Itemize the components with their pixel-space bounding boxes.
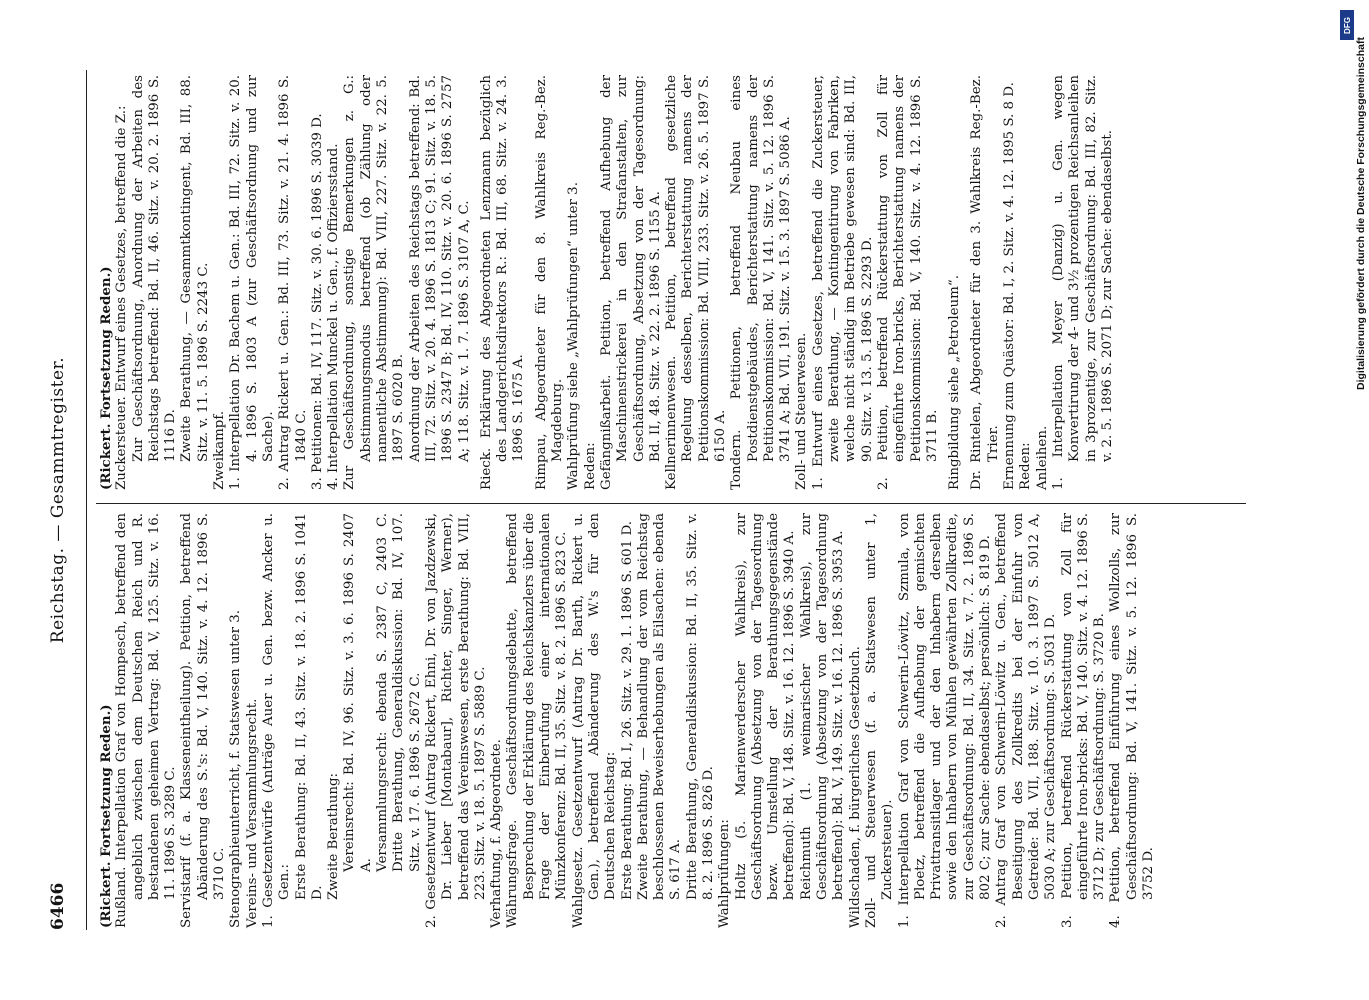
digitization-strip xyxy=(1339,10,1367,390)
index-entry: 1. Interpellation Graf von Schwerin-Löwitz, Szmula, von Ploetz, betreffend die Aufhebung der gemischten Privattransitlager und der den Inhabern derselben sowie den Inhabern von Mühlen gewährten Zollkredite, zur Geschäftsordnung: Bd. II, 34. Sitz. v. 7. 2. 1896 S. 802 C; zur Sache: ebendaselbst; persönlich: S. 819 D. xyxy=(896,513,994,928)
index-entry: Zur Geschäftsordnung, Anordnung der Arbeiten des Reichstags betreffend: Bd. II, 46. Sitz. v. 20. 2. 1896 S. 1116 D. xyxy=(130,75,179,462)
index-entry: Wahlprüfungen: xyxy=(717,819,733,928)
index-entry: Reden: xyxy=(582,442,598,490)
index-entry: Servistarif (f. a. Klasseneintheilung). Petition, betreffend Abänderung des S.'s: Bd. V, 140. Sitz. v. 4. 12. 1896 S. 3710 C. xyxy=(179,513,228,928)
index-entry: Zoll- und Steuerwesen. xyxy=(794,332,810,490)
index-entry: 2. Petition, betreffend Rückerstattung von Zoll für eingeführte Iron-bricks, Berichterstattung namens der Petitionskommission: Bd. V, 140. Sitz. v. 4. 12. 1896 S. 3711 B. xyxy=(875,75,940,490)
index-entry: 3. Petition, betreffend Rückerstattung von Zoll für eingeführte Iron-bricks: Bd. V, 140. Sitz. v. 4. 12. 1896 S. 3712 D; zur Geschäftsordnung: S. 3720 B. xyxy=(1059,513,1108,928)
index-entry: Rußland. Interpellation Graf von Hompesch, betreffend den angeblich zwischen dem Deutschen Reich und R. bestandenen geheimen Vertrag: Bd. V, 125. Sitz. v. 16. 11. 1896 S. 3289 C. xyxy=(114,513,179,928)
index-entry: Ernennung zum Quästor: Bd. I, 2. Sitz. v. 4. 12. 1895 S. 8 D. xyxy=(1002,82,1018,490)
index-entry: Ringbildung siehe „Petroleum“. xyxy=(947,275,963,490)
index-entry: 4. Interpellation Munckel u. Gen., f. Offiziersstand. xyxy=(326,143,342,490)
index-entry: 2. Antrag Graf von Schwerin-Löwitz u. Gen., betreffend Beseitigung des Zollkredits bei der Einfuhr von Getreide: Bd. VII, 188. Sitz. v. 10. 3. 1897 S. 5012 A, 5030 A; zur Geschäftsordnung: S. 5031 D. xyxy=(994,513,1059,928)
index-entry: Gefängnißarbeit. Petition, betreffend Aufhebung der Maschinenstrickerei in den Strafanstalten, zur Geschäftsordnung, Absetzung von der Tagesordnung: Bd. II, 48. Sitz. v. 22. 2. 1896 S. 1155 A. xyxy=(598,75,663,490)
column-divider xyxy=(96,503,1246,504)
index-entry: Vereinsrecht: Bd. IV, 96. Sitz. v. 3. 6. 1896 S. 2407 A. xyxy=(342,513,374,872)
header-rule xyxy=(86,70,87,930)
index-entry: Holtz (5. Marienwerderscher Wahlkreis), zur Geschäftsordnung (Absetzung von der Tagesordnung bezw. Umstellung der Berathungsgegenstände betreffend): Bd. V, 148. Sitz. v. 16. 12. 1896 S. 3940 A. xyxy=(733,513,798,900)
index-entry: Stenographieunterricht, f. Statswesen unter 3. xyxy=(228,609,244,928)
index-entry: Zur Geschäftsordnung, sonstige Bemerkungen z. G.: Abstimmungsmodus betreffend (ob Zählung oder namentliche Abstimmung): Bd. VIII, 227. Sitz. v. 22. 5. 1897 S. 6020 B. xyxy=(342,75,407,490)
index-entry: Dritte Berathung, Generaldiskussion: Bd. II, 35. Sitz. v. 8. 2. 1896 S. 826 D. xyxy=(684,513,716,900)
index-entry: Rieck. Erklärung des Abgeordneten Lenzmann bezüglich des Landgerichtsdirektors R.: Bd. III, 68. Sitz. v. 24. 3. 1896 S. 1675 A. xyxy=(478,75,527,490)
left-column xyxy=(98,513,1157,928)
dfg-logo: DFG xyxy=(1340,10,1354,40)
index-entry: (Rickert. Fortsetzung Reden.) xyxy=(98,704,114,928)
index-entry: Zweikampf. xyxy=(212,410,228,490)
index-entry: Wildschaden, f. bürgerliches Gesetzbuch. xyxy=(847,646,863,928)
index-entry: (Rickert. Fortsetzung Reden.) xyxy=(98,266,114,490)
index-entry: Erste Berathung: Bd. II, 43. Sitz. v. 18. 2. 1896 S. 1041 D. xyxy=(293,513,325,900)
index-entry: Zoll- und Steuerwesen (f. a. Statswesen unter 1, Zuckersteuer). xyxy=(863,513,896,928)
index-entry: Zweite Berathung, — Behandlung der vom Reichstag beschlossenen Beweiserhebungen als Eilsachen: ebenda S. 617 A. xyxy=(635,513,684,900)
running-head: Reichstag. — Gesammtregister. xyxy=(48,356,68,644)
index-entry: Wahlprüfung siehe „Wahlprüfungen“ unter 3. xyxy=(566,182,582,490)
index-entry: Rimpau, Abgeordneter für den 8. Wahlkreis Reg.-Bez. Magdeburg. xyxy=(533,75,566,490)
index-entry: Reichmuth (1. weimarischer Wahlkreis), zur Geschäftsordnung (Absetzung von der Tagesordnung betreffend): Bd. V, 149. Sitz. v. 16. 12. 1896 S. 3953 A. xyxy=(798,513,847,900)
index-entry: 3. Petitionen: Bd. IV, 117. Sitz. v. 30. 6. 1896 S. 3039 D. xyxy=(309,113,325,490)
index-entry: Wahlgesetz. Gesetzentwurf (Antrag Dr. Barth, Rickert u. Gen.), betreffend Abänderung des W.'s für den Deutschen Reichstag: xyxy=(570,513,619,928)
index-entry: Verhaftung, f. Abgeordnete. xyxy=(489,739,505,928)
page-header xyxy=(48,70,78,930)
index-entry: 1. Entwurf eines Gesetzes, betreffend die Zuckersteuer, zweite Berathung, — Kontingentirung von Fabriken, welche nicht ständig im Betriebe gewesen sind: Bd. III, 90. Sitz. v. 13. 5. 1896 S. 2293 D. xyxy=(810,75,875,490)
index-entry: 2. Gesetzentwurf (Antrag Rickert, Ehni, Dr. von Jazdzewski, Dr. Lieber [Montabaur], Richter, Singer, Werner), betreffend das Vereinswesen, erste Berathung: Bd. VIII, 223. Sitz. v. 18. 5. 1897 S. 5889 C. xyxy=(423,513,488,928)
index-entry: 2. Antrag Rickert u. Gen.: Bd. III, 73. Sitz. v. 21. 4. 1896 S. 1840 C. xyxy=(277,75,309,490)
index-entry: Vereins- und Versammlungsrecht. xyxy=(244,698,260,928)
page-number: 6466 xyxy=(48,882,68,930)
index-entry: 4. Petition, betreffend Einführung eines Wollzolls, zur Geschäftsordnung: Bd. V, 141. Sitz. v. 5. 12. 1896 S. 3752 D. xyxy=(1108,513,1156,928)
index-entry: Anleihen. xyxy=(1034,425,1050,490)
index-entry: 1. Interpellation Meyer (Danzig) u. Gen. wegen Konvertirung der 4- und 3½ prozentigen Reichsanleihen in 3prozentige, zur Geschäftsordnung: Bd. III, 82. Sitz. v. 2. 5. 1896 S. 2071 D; zur Sache: ebendaselbst. xyxy=(1050,75,1115,490)
index-entry: 1. Gesetzentwürfe (Anträge Auer u. Gen. bezw. Ancker u. Gen.: xyxy=(260,513,293,928)
index-entry: Tondern. Petitionen, betreffend Neubau eines Postdienstgebäudes, Berichterstattung namens der Petitionskommission: Bd. V, 141. Sitz. v. 5. 12. 1896 S. 3741 A; Bd. VII, 191. Sitz. v. 15. 3. 1897 S. 5086 A. xyxy=(729,75,794,490)
index-entry: Anordnung der Arbeiten des Reichstags betreffend: Bd. III, 72. Sitz. v. 20. 4. 1896 S. 1813 C; 91. Sitz. v. 18. 5. 1896 S. 2347 B; Bd. IV, 110. Sitz. v. 20. 6. 1896 S. 2757 A; 118. Sitz. v. 1. 7. 1896 S. 3107 A, C. xyxy=(407,75,472,462)
index-entry: Kellnerinnenwesen. Petition, betreffend gesetzliche Regelung desselben, Berichterstattung namens der Petitionskommission: Bd. VIII, 233. Sitz. v. 26. 5. 1897 S. 6150 A. xyxy=(664,75,728,490)
index-entry: Zweite Berathung, — Gesammtkontingent, Bd. III, 88. Sitz. v. 11. 5. 1896 S. 2243 C. xyxy=(179,75,211,462)
index-entry: 1. Interpellation Dr. Bachem u. Gen.: Bd. III, 72. Sitz. v. 20. 4. 1896 S. 1803 A (zur Geschäftsordnung und zur Sache). xyxy=(228,75,276,490)
index-entry: Währungsfrage. Geschäftsordnungsdebatte, betreffend Besprechung der Erklärung des Reichskanzlers über die Frage der Einberufung einer internationalen Münzkonferenz: Bd. II, 35. Sitz. v. 8. 2. 1896 S. 823 C. xyxy=(505,513,570,928)
digitization-note: Digitalisierung gefördert durch die Deutsche Forschungsgemeinschaft xyxy=(1355,37,1367,390)
index-entry: Zuckersteuer. Entwurf eines Gesetzes, betreffend die Z.: xyxy=(114,105,130,490)
index-entry: Reden: xyxy=(1018,442,1034,490)
right-column xyxy=(98,75,1116,490)
index-entry: Dr. Rintelen, Abgeordneter für den 3. Wahlkreis Reg.-Bez. Trier. xyxy=(969,75,1001,490)
index-entry: Erste Berathung: Bd. I, 26. Sitz. v. 29. 1. 1896 S. 601 D. xyxy=(619,521,635,900)
index-entry: Versammlungsrecht: ebenda S. 2387 C, 2403 C. Dritte Berathung, Generaldiskussion: Bd. IV, 107. Sitz. v. 17. 6. 1896 S. 2672 C. xyxy=(375,513,423,872)
index-entry: Zweite Berathung: xyxy=(326,772,342,900)
